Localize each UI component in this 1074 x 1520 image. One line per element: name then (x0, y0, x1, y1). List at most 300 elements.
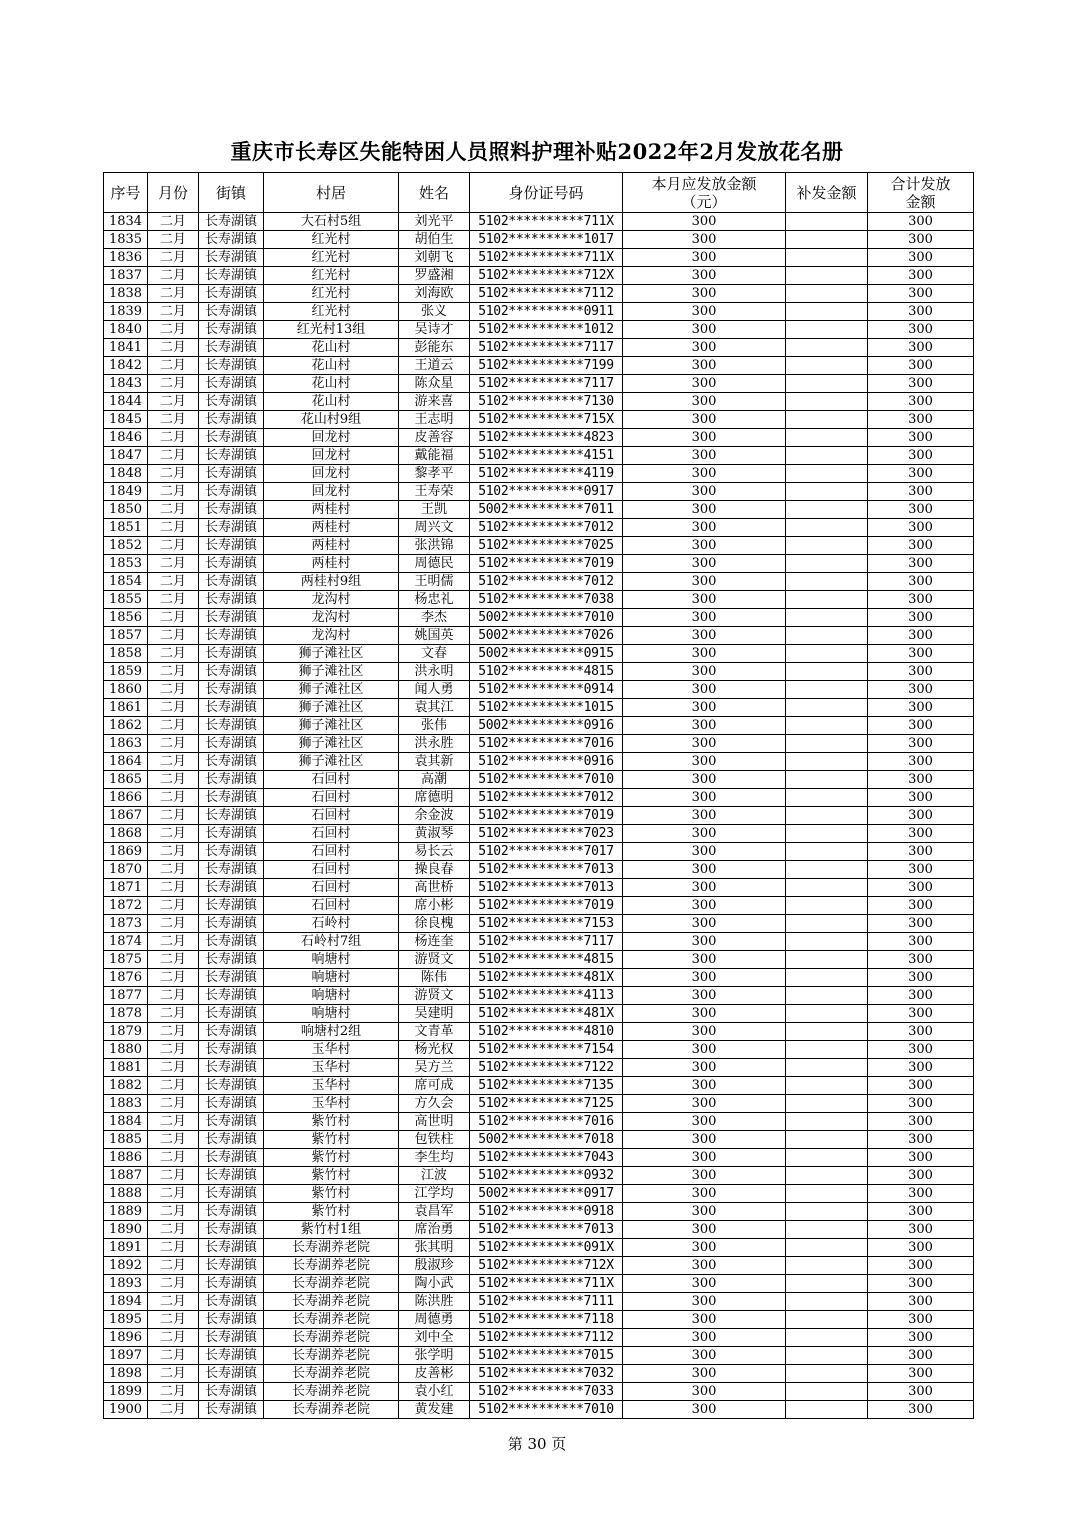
table-row (104, 735, 974, 753)
cell-name: 方久会 (399, 1095, 470, 1113)
cell-id: 5102**********7032 (470, 1365, 623, 1383)
cell-month: 二月 (148, 897, 199, 915)
cell-supplement (786, 987, 868, 1005)
cell-seq: 1843 (104, 375, 148, 393)
cell-month: 二月 (148, 1311, 199, 1329)
table-row (104, 1275, 974, 1293)
cell-name: 吴建明 (399, 1005, 470, 1023)
cell-village: 紫竹村 (264, 1131, 399, 1149)
cell-seq: 1868 (104, 825, 148, 843)
cell-supplement (786, 1383, 868, 1401)
cell-id: 5102**********7019 (470, 555, 623, 573)
cell-due: 300 (623, 213, 786, 231)
cell-supplement (786, 1059, 868, 1077)
cell-due: 300 (623, 483, 786, 501)
table-row (104, 393, 974, 411)
table-row (104, 969, 974, 987)
cell-due: 300 (623, 681, 786, 699)
cell-village: 两桂村9组 (264, 573, 399, 591)
cell-street: 长寿湖镇 (199, 1059, 264, 1077)
cell-total: 300 (868, 393, 974, 411)
header-total-line2: 金额 (905, 192, 936, 211)
cell-seq: 1895 (104, 1311, 148, 1329)
cell-name: 江学均 (399, 1185, 470, 1203)
cell-village: 红光村 (264, 285, 399, 303)
cell-id: 5102**********7033 (470, 1383, 623, 1401)
cell-due: 300 (623, 645, 786, 663)
cell-street: 长寿湖镇 (199, 825, 264, 843)
cell-seq: 1878 (104, 1005, 148, 1023)
cell-due: 300 (623, 1365, 786, 1383)
cell-supplement (786, 1275, 868, 1293)
cell-street: 长寿湖镇 (199, 1005, 264, 1023)
cell-id: 5102**********4113 (470, 987, 623, 1005)
cell-seq: 1860 (104, 681, 148, 699)
cell-id: 5102**********7111 (470, 1293, 623, 1311)
cell-name: 江波 (399, 1167, 470, 1185)
cell-street: 长寿湖镇 (199, 915, 264, 933)
cell-name: 李杰 (399, 609, 470, 627)
cell-month: 二月 (148, 339, 199, 357)
cell-seq: 1846 (104, 429, 148, 447)
cell-due: 300 (623, 339, 786, 357)
cell-street: 长寿湖镇 (199, 1113, 264, 1131)
cell-name: 黄淑琴 (399, 825, 470, 843)
cell-due: 300 (623, 1221, 786, 1239)
cell-id: 5002**********7018 (470, 1131, 623, 1149)
cell-seq: 1857 (104, 627, 148, 645)
table-row (104, 663, 974, 681)
cell-name: 游贤文 (399, 987, 470, 1005)
cell-month: 二月 (148, 429, 199, 447)
cell-id: 5102**********7012 (470, 573, 623, 591)
cell-id: 5102**********4815 (470, 951, 623, 969)
cell-supplement (786, 807, 868, 825)
cell-street: 长寿湖镇 (199, 1131, 264, 1149)
cell-supplement (786, 555, 868, 573)
cell-supplement (786, 537, 868, 555)
cell-month: 二月 (148, 1077, 199, 1095)
cell-street: 长寿湖镇 (199, 285, 264, 303)
cell-month: 二月 (148, 717, 199, 735)
cell-total: 300 (868, 555, 974, 573)
cell-total: 300 (868, 1347, 974, 1365)
cell-seq: 1894 (104, 1293, 148, 1311)
cell-id: 5102**********481X (470, 1005, 623, 1023)
cell-seq: 1844 (104, 393, 148, 411)
cell-name: 吴诗才 (399, 321, 470, 339)
table-row (104, 267, 974, 285)
cell-street: 长寿湖镇 (199, 267, 264, 285)
cell-seq: 1853 (104, 555, 148, 573)
cell-street: 长寿湖镇 (199, 393, 264, 411)
cell-name: 吴方兰 (399, 1059, 470, 1077)
cell-total: 300 (868, 1077, 974, 1095)
cell-seq: 1864 (104, 753, 148, 771)
cell-id: 5102**********712X (470, 1257, 623, 1275)
cell-village: 玉华村 (264, 1059, 399, 1077)
cell-total: 300 (868, 1167, 974, 1185)
cell-id: 5102**********4119 (470, 465, 623, 483)
cell-name: 文春 (399, 645, 470, 663)
cell-street: 长寿湖镇 (199, 753, 264, 771)
table-row (104, 1203, 974, 1221)
cell-total: 300 (868, 213, 974, 231)
cell-id: 5102**********4151 (470, 447, 623, 465)
cell-name: 黄发建 (399, 1401, 470, 1419)
cell-village: 紫竹村 (264, 1113, 399, 1131)
header-row (104, 173, 974, 213)
cell-seq: 1877 (104, 987, 148, 1005)
cell-supplement (786, 1113, 868, 1131)
cell-total: 300 (868, 1005, 974, 1023)
cell-due: 300 (623, 699, 786, 717)
cell-total: 300 (868, 681, 974, 699)
cell-name: 皮善彬 (399, 1365, 470, 1383)
cell-name: 刘中全 (399, 1329, 470, 1347)
cell-seq: 1871 (104, 879, 148, 897)
cell-street: 长寿湖镇 (199, 1293, 264, 1311)
table-row (104, 753, 974, 771)
cell-id: 5102**********7112 (470, 1329, 623, 1347)
cell-month: 二月 (148, 933, 199, 951)
cell-total: 300 (868, 1257, 974, 1275)
table-row (104, 1041, 974, 1059)
cell-month: 二月 (148, 501, 199, 519)
cell-id: 5102**********1015 (470, 699, 623, 717)
cell-name: 高世桥 (399, 879, 470, 897)
cell-total: 300 (868, 1329, 974, 1347)
cell-month: 二月 (148, 1041, 199, 1059)
table-row (104, 429, 974, 447)
table-row (104, 789, 974, 807)
cell-street: 长寿湖镇 (199, 1185, 264, 1203)
cell-due: 300 (623, 843, 786, 861)
cell-due: 300 (623, 861, 786, 879)
cell-month: 二月 (148, 465, 199, 483)
cell-street: 长寿湖镇 (199, 1275, 264, 1293)
cell-village: 回龙村 (264, 429, 399, 447)
cell-due: 300 (623, 951, 786, 969)
cell-village: 紫竹村1组 (264, 1221, 399, 1239)
cell-total: 300 (868, 1365, 974, 1383)
header-due-line2: （元） (681, 192, 727, 211)
cell-month: 二月 (148, 807, 199, 825)
cell-village: 狮子滩社区 (264, 645, 399, 663)
cell-village: 石回村 (264, 807, 399, 825)
cell-total: 300 (868, 267, 974, 285)
cell-supplement (786, 951, 868, 969)
cell-id: 5102**********7017 (470, 843, 623, 861)
table-row (104, 1131, 974, 1149)
cell-id: 5102**********715X (470, 411, 623, 429)
cell-village: 长寿湖养老院 (264, 1347, 399, 1365)
table-row (104, 501, 974, 519)
cell-supplement (786, 843, 868, 861)
cell-village: 紫竹村 (264, 1149, 399, 1167)
cell-seq: 1891 (104, 1239, 148, 1257)
cell-seq: 1873 (104, 915, 148, 933)
cell-name: 皮善容 (399, 429, 470, 447)
cell-month: 二月 (148, 1239, 199, 1257)
cell-id: 5002**********0915 (470, 645, 623, 663)
cell-street: 长寿湖镇 (199, 933, 264, 951)
cell-total: 300 (868, 411, 974, 429)
cell-name: 席治勇 (399, 1221, 470, 1239)
cell-month: 二月 (148, 1203, 199, 1221)
cell-total: 300 (868, 969, 974, 987)
cell-supplement (786, 627, 868, 645)
cell-street: 长寿湖镇 (199, 861, 264, 879)
cell-due: 300 (623, 465, 786, 483)
cell-seq: 1870 (104, 861, 148, 879)
cell-due: 300 (623, 1023, 786, 1041)
cell-supplement (786, 1311, 868, 1329)
cell-village: 玉华村 (264, 1077, 399, 1095)
cell-supplement (786, 375, 868, 393)
cell-month: 二月 (148, 915, 199, 933)
cell-month: 二月 (148, 1059, 199, 1077)
cell-total: 300 (868, 1095, 974, 1113)
table-row (104, 357, 974, 375)
cell-name: 陈洪胜 (399, 1293, 470, 1311)
table-body (104, 213, 974, 1419)
cell-due: 300 (623, 555, 786, 573)
cell-street: 长寿湖镇 (199, 1095, 264, 1113)
cell-village: 花山村 (264, 375, 399, 393)
cell-name: 戴能福 (399, 447, 470, 465)
table-row (104, 609, 974, 627)
cell-street: 长寿湖镇 (199, 537, 264, 555)
cell-due: 300 (623, 753, 786, 771)
cell-seq: 1886 (104, 1149, 148, 1167)
cell-name: 袁小红 (399, 1383, 470, 1401)
cell-id: 5102**********7010 (470, 771, 623, 789)
cell-village: 响塘村 (264, 1005, 399, 1023)
cell-seq: 1859 (104, 663, 148, 681)
cell-total: 300 (868, 627, 974, 645)
cell-month: 二月 (148, 879, 199, 897)
cell-id: 5102**********7012 (470, 519, 623, 537)
cell-street: 长寿湖镇 (199, 879, 264, 897)
cell-seq: 1834 (104, 213, 148, 231)
cell-supplement (786, 1239, 868, 1257)
header-due-line1: 本月应发放金额 (651, 174, 757, 193)
table-row (104, 1167, 974, 1185)
table-row (104, 879, 974, 897)
cell-street: 长寿湖镇 (199, 1401, 264, 1419)
cell-id: 5102**********7015 (470, 1347, 623, 1365)
cell-supplement (786, 1149, 868, 1167)
cell-due: 300 (623, 915, 786, 933)
cell-street: 长寿湖镇 (199, 303, 264, 321)
cell-street: 长寿湖镇 (199, 717, 264, 735)
cell-name: 袁其江 (399, 699, 470, 717)
cell-month: 二月 (148, 447, 199, 465)
cell-supplement (786, 1041, 868, 1059)
cell-month: 二月 (148, 1167, 199, 1185)
cell-street: 长寿湖镇 (199, 969, 264, 987)
cell-seq: 1887 (104, 1167, 148, 1185)
cell-supplement (786, 1329, 868, 1347)
cell-name: 易长云 (399, 843, 470, 861)
cell-month: 二月 (148, 1293, 199, 1311)
cell-name: 刘海欧 (399, 285, 470, 303)
cell-seq: 1881 (104, 1059, 148, 1077)
cell-id: 5102**********7038 (470, 591, 623, 609)
table-row (104, 519, 974, 537)
table-row (104, 951, 974, 969)
cell-month: 二月 (148, 375, 199, 393)
cell-total: 300 (868, 357, 974, 375)
cell-total: 300 (868, 447, 974, 465)
cell-seq: 1845 (104, 411, 148, 429)
cell-month: 二月 (148, 1221, 199, 1239)
cell-name: 王寿荣 (399, 483, 470, 501)
cell-due: 300 (623, 1311, 786, 1329)
cell-due: 300 (623, 1185, 786, 1203)
cell-supplement (786, 879, 868, 897)
cell-due: 300 (623, 897, 786, 915)
table-row (104, 1239, 974, 1257)
cell-street: 长寿湖镇 (199, 501, 264, 519)
cell-due: 300 (623, 321, 786, 339)
cell-village: 石回村 (264, 843, 399, 861)
cell-seq: 1897 (104, 1347, 148, 1365)
header-due-amount (623, 173, 786, 213)
cell-total: 300 (868, 231, 974, 249)
cell-seq: 1863 (104, 735, 148, 753)
cell-supplement (786, 357, 868, 375)
cell-id: 5102**********7016 (470, 1113, 623, 1131)
cell-street: 长寿湖镇 (199, 1383, 264, 1401)
cell-total: 300 (868, 861, 974, 879)
table-row (104, 555, 974, 573)
cell-street: 长寿湖镇 (199, 1149, 264, 1167)
cell-due: 300 (623, 987, 786, 1005)
cell-month: 二月 (148, 267, 199, 285)
cell-supplement (786, 933, 868, 951)
cell-total: 300 (868, 897, 974, 915)
cell-name: 王道云 (399, 357, 470, 375)
cell-month: 二月 (148, 699, 199, 717)
cell-seq: 1838 (104, 285, 148, 303)
cell-street: 长寿湖镇 (199, 519, 264, 537)
cell-month: 二月 (148, 1257, 199, 1275)
table-row (104, 1329, 974, 1347)
cell-seq: 1842 (104, 357, 148, 375)
cell-supplement (786, 1167, 868, 1185)
cell-total: 300 (868, 609, 974, 627)
cell-due: 300 (623, 1077, 786, 1095)
cell-due: 300 (623, 591, 786, 609)
cell-seq: 1890 (104, 1221, 148, 1239)
cell-supplement (786, 789, 868, 807)
cell-name: 罗盛湘 (399, 267, 470, 285)
cell-id: 5102**********7019 (470, 897, 623, 915)
cell-name: 杨忠礼 (399, 591, 470, 609)
cell-seq: 1836 (104, 249, 148, 267)
cell-supplement (786, 1221, 868, 1239)
cell-supplement (786, 591, 868, 609)
cell-month: 二月 (148, 735, 199, 753)
cell-seq: 1861 (104, 699, 148, 717)
cell-name: 杨光权 (399, 1041, 470, 1059)
cell-id: 5102**********1012 (470, 321, 623, 339)
cell-seq: 1865 (104, 771, 148, 789)
cell-total: 300 (868, 1293, 974, 1311)
cell-id: 5102**********0914 (470, 681, 623, 699)
header-street: 街镇 (199, 173, 264, 213)
cell-month: 二月 (148, 231, 199, 249)
cell-month: 二月 (148, 663, 199, 681)
cell-seq: 1874 (104, 933, 148, 951)
cell-due: 300 (623, 1095, 786, 1113)
cell-village: 花山村9组 (264, 411, 399, 429)
cell-due: 300 (623, 1239, 786, 1257)
cell-seq: 1848 (104, 465, 148, 483)
cell-seq: 1854 (104, 573, 148, 591)
cell-village: 狮子滩社区 (264, 699, 399, 717)
cell-village: 石回村 (264, 861, 399, 879)
cell-due: 300 (623, 1275, 786, 1293)
cell-street: 长寿湖镇 (199, 1311, 264, 1329)
cell-due: 300 (623, 375, 786, 393)
cell-due: 300 (623, 285, 786, 303)
cell-id: 5102**********7135 (470, 1077, 623, 1095)
cell-village: 紫竹村 (264, 1203, 399, 1221)
cell-month: 二月 (148, 411, 199, 429)
cell-id: 5102**********0916 (470, 753, 623, 771)
cell-name: 包铁柱 (399, 1131, 470, 1149)
cell-month: 二月 (148, 393, 199, 411)
cell-street: 长寿湖镇 (199, 339, 264, 357)
header-village: 村居 (264, 173, 399, 213)
cell-id: 5002**********7010 (470, 609, 623, 627)
table-row (104, 843, 974, 861)
cell-total: 300 (868, 1275, 974, 1293)
cell-street: 长寿湖镇 (199, 231, 264, 249)
cell-street: 长寿湖镇 (199, 1221, 264, 1239)
cell-supplement (786, 429, 868, 447)
table-row (104, 1095, 974, 1113)
cell-month: 二月 (148, 1023, 199, 1041)
table-row (104, 375, 974, 393)
cell-month: 二月 (148, 753, 199, 771)
cell-seq: 1862 (104, 717, 148, 735)
cell-name: 席德明 (399, 789, 470, 807)
cell-seq: 1840 (104, 321, 148, 339)
cell-month: 二月 (148, 357, 199, 375)
cell-supplement (786, 1005, 868, 1023)
cell-total: 300 (868, 1311, 974, 1329)
cell-street: 长寿湖镇 (199, 573, 264, 591)
cell-month: 二月 (148, 249, 199, 267)
cell-village: 回龙村 (264, 447, 399, 465)
cell-month: 二月 (148, 1383, 199, 1401)
cell-id: 5102**********7043 (470, 1149, 623, 1167)
cell-village: 石岭村 (264, 915, 399, 933)
cell-seq: 1841 (104, 339, 148, 357)
cell-total: 300 (868, 825, 974, 843)
cell-due: 300 (623, 1347, 786, 1365)
cell-month: 二月 (148, 645, 199, 663)
cell-id: 5102**********7013 (470, 1221, 623, 1239)
header-total (868, 173, 974, 213)
table-row (104, 627, 974, 645)
cell-total: 300 (868, 519, 974, 537)
cell-due: 300 (623, 663, 786, 681)
